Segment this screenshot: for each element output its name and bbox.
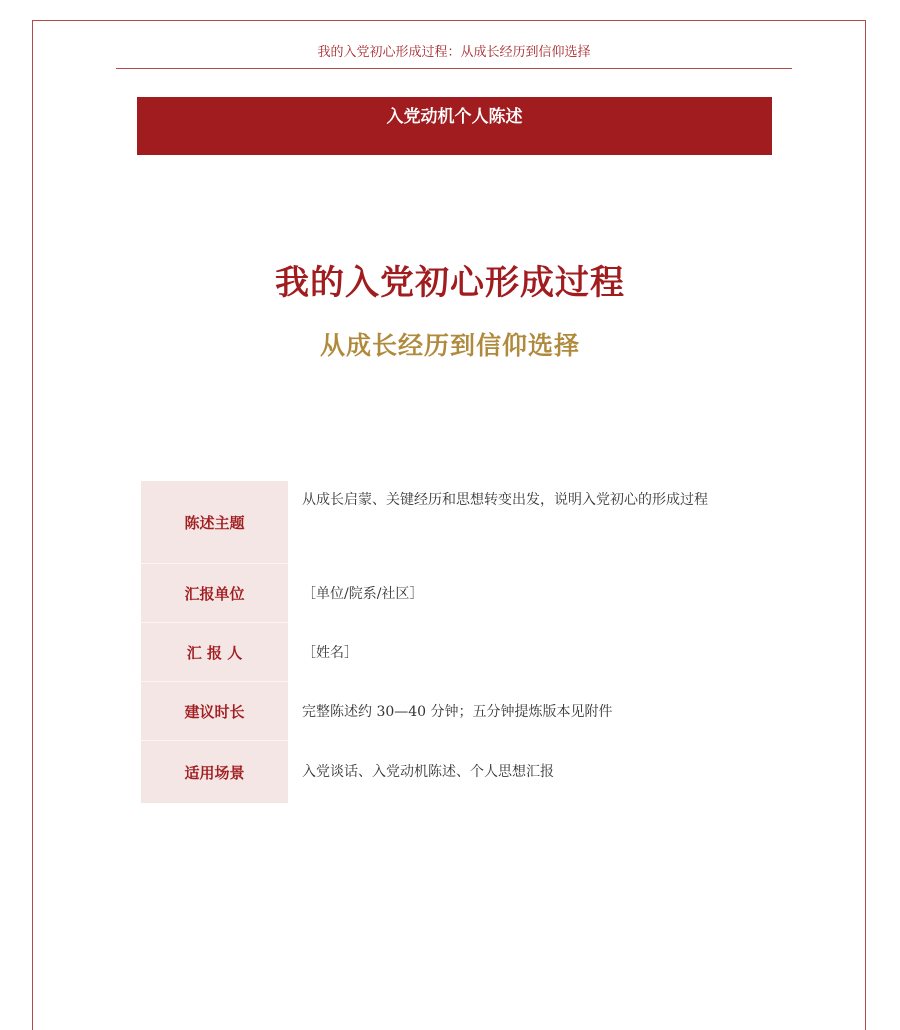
page-title: 我的入党初心形成过程 xyxy=(275,263,625,303)
info-value: 完整陈述约 30—40 分钟；五分钟提炼版本见附件 xyxy=(302,703,613,720)
info-label: 陈述主题 xyxy=(141,481,288,564)
info-table xyxy=(141,481,781,803)
info-label: 汇 报 人 xyxy=(141,623,288,682)
info-value: 入党谈话、入党动机陈述、个人思想汇报 xyxy=(302,764,554,780)
page-subtitle: 从成长经历到信仰选择 xyxy=(319,331,580,360)
running-header: 我的入党初心形成过程：从成长经历到信仰选择 xyxy=(116,43,792,69)
info-row-duration xyxy=(141,682,781,741)
info-label: 汇报单位 xyxy=(141,564,288,623)
info-value: ［姓名］ xyxy=(302,644,358,661)
info-label: 适用场景 xyxy=(141,741,288,803)
info-label: 建议时长 xyxy=(141,682,288,741)
info-row-topic xyxy=(141,481,781,564)
section-banner: 入党动机个人陈述 xyxy=(137,97,772,155)
info-row-reporter xyxy=(141,623,781,682)
info-value: ［单位/院系/社区］ xyxy=(302,585,424,602)
info-row-unit xyxy=(141,564,781,623)
info-row-scenario xyxy=(141,741,781,803)
info-value: 从成长启蒙、关键经历和思想转变出发，说明入党初心的形成过程 xyxy=(302,492,708,508)
